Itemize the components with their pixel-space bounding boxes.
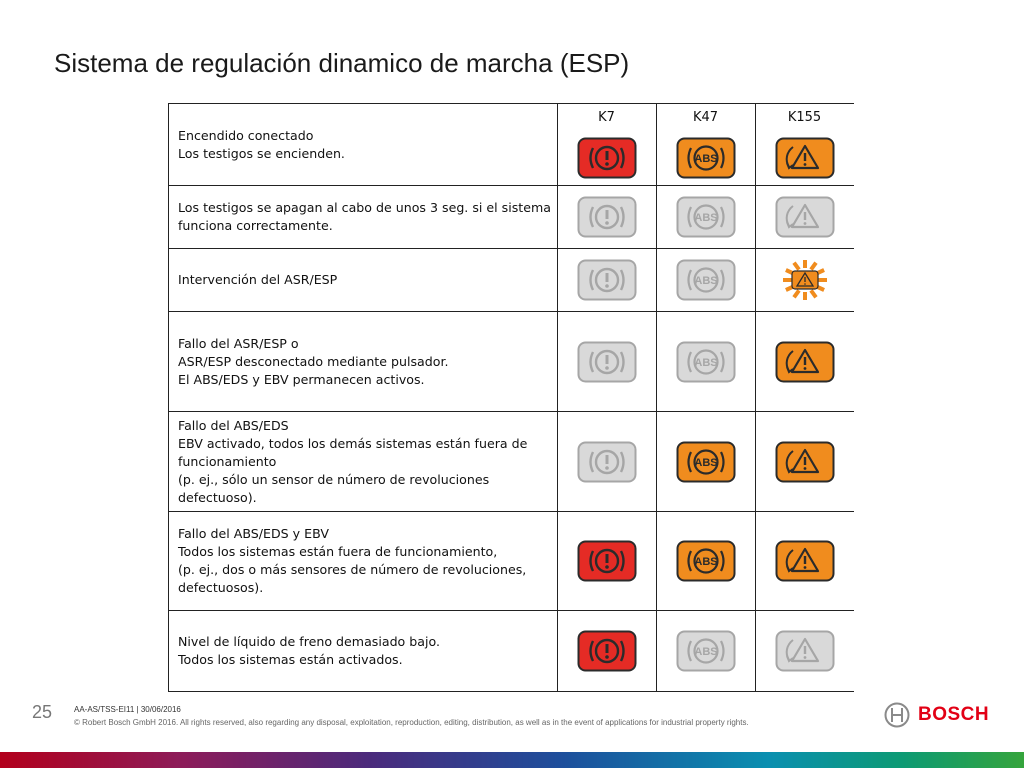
lamp-cell-k7 — [557, 411, 656, 511]
bosch-armature-icon — [884, 702, 910, 728]
table-row — [168, 248, 854, 311]
abs-warning-icon — [676, 630, 736, 672]
lamp-cell-k155 — [755, 311, 854, 411]
description-line: Todos los sistemas están fuera de funcionamiento, — [178, 544, 498, 559]
esp-warning-icon — [775, 137, 835, 179]
esp-warning-icon — [775, 341, 835, 383]
lamp-cell-k7 — [557, 610, 656, 691]
table-row — [168, 185, 854, 248]
lamp-cell-k155 — [755, 610, 854, 691]
lamp-cell-k47 — [656, 411, 755, 511]
table-row — [168, 103, 854, 185]
esp-warning-icon — [775, 441, 835, 483]
brake-warning-icon — [577, 441, 637, 483]
lamp-cell-k47 — [656, 610, 755, 691]
esp-warning-icon — [775, 196, 835, 238]
condition-description — [168, 311, 557, 411]
description-line: funciona correctamente. — [178, 218, 333, 233]
description-line: Los testigos se encienden. — [178, 145, 345, 161]
description-line: Fallo del ASR/ESP o — [178, 335, 299, 351]
lamp-cell-k47 — [656, 103, 755, 185]
lamp-cell-k7 — [557, 248, 656, 311]
description-line: EBV activado, todos los demás sistemas están fuera de — [178, 435, 528, 451]
description-line: Intervención del ASR/ESP — [178, 272, 338, 287]
table-row — [168, 411, 854, 511]
brake-warning-icon — [577, 630, 637, 672]
slide-title: Sistema de regulación dinamico de marcha (ESP) — [54, 48, 630, 78]
description-line: Fallo del ABS/EDS y EBV — [178, 526, 329, 541]
lamp-cell-k155 — [755, 248, 854, 311]
lamp-cell-k47 — [656, 311, 755, 411]
description-line: Encendido conectado — [178, 127, 314, 143]
description-line: defectuoso). — [178, 489, 257, 505]
abs-warning-icon — [676, 441, 736, 483]
svg-text:ABS: ABS — [694, 556, 718, 568]
column-header-k155: K155 — [787, 109, 822, 125]
condition-description — [168, 610, 557, 691]
description-line: Fallo del ABS/EDS — [178, 417, 289, 433]
table-bottom-border — [168, 691, 854, 692]
description-line: Los testigos se apagan al cabo de unos 3 seg. si el sistema — [178, 200, 551, 215]
condition-description — [168, 411, 557, 511]
description-line: (p. ej., dos o más sensores de número de revoluciones, — [178, 562, 527, 577]
lamp-cell-k155 — [755, 103, 854, 185]
abs-warning-icon — [676, 341, 736, 383]
abs-warning-icon — [676, 137, 736, 179]
footer-color-bar — [0, 752, 1024, 768]
lamp-cell-k47 — [656, 185, 755, 248]
page-number: 25 — [32, 702, 53, 722]
lamp-cell-k155 — [755, 511, 854, 610]
warning-lamp-table — [168, 103, 854, 692]
description-line: defectuosos). — [178, 580, 264, 595]
lamp-cell-k7 — [557, 103, 656, 185]
lamp-cell-k47 — [656, 248, 755, 311]
lamp-cell-k155 — [755, 411, 854, 511]
description-line: ASR/ESP desconectado mediante pulsador. — [178, 353, 449, 369]
brand-name: BOSCH — [918, 704, 990, 725]
lamp-cell-k47 — [656, 511, 755, 610]
brake-warning-icon — [577, 540, 637, 582]
abs-warning-icon — [676, 196, 736, 238]
description-line: Todos los sistemas están activados. — [178, 652, 403, 667]
condition-description — [168, 511, 557, 610]
description-line: funcionamiento — [178, 453, 277, 469]
description-line: Nivel de líquido de freno demasiado bajo. — [178, 634, 440, 649]
table-row — [168, 610, 854, 691]
bosch-logo — [884, 702, 989, 728]
svg-text:ABS: ABS — [694, 152, 718, 165]
table-row — [168, 311, 854, 411]
svg-text:ABS: ABS — [694, 456, 718, 469]
brake-warning-icon — [577, 137, 637, 179]
lamp-cell-k155 — [755, 185, 854, 248]
brake-warning-icon — [577, 196, 637, 238]
table-row — [168, 511, 854, 610]
abs-warning-icon — [676, 259, 736, 301]
brake-warning-icon — [577, 259, 637, 301]
lamp-cell-k7 — [557, 511, 656, 610]
copyright-notice: © Robert Bosch GmbH 2016. All rights reserved, also regarding any disposal, exploitation, reproduction, editing, distribution, as well as in the event of applications for industrial property rights. — [74, 718, 749, 727]
condition-description — [168, 248, 557, 311]
abs-warning-icon — [676, 540, 736, 582]
condition-description — [168, 185, 557, 248]
svg-text:ABS: ABS — [694, 275, 718, 287]
brake-warning-icon — [577, 341, 637, 383]
lamp-cell-k7 — [557, 311, 656, 411]
document-reference: AA-AS/TSS-EI11 | 30/06/2016 — [74, 705, 181, 714]
svg-text:ABS: ABS — [694, 646, 718, 658]
svg-text:ABS: ABS — [694, 212, 718, 224]
column-header-k47: K47 — [692, 109, 719, 125]
column-header-k7: K7 — [598, 109, 615, 125]
lamp-cell-k7 — [557, 185, 656, 248]
description-line: (p. ej., sólo un sensor de número de revoluciones — [178, 471, 490, 487]
description-line: El ABS/EDS y EBV permanecen activos. — [178, 371, 425, 387]
condition-description — [168, 103, 557, 185]
svg-text:ABS: ABS — [694, 356, 718, 369]
esp-warning-icon — [775, 630, 835, 672]
esp-warning-icon — [775, 540, 835, 582]
esp-warning-icon — [775, 259, 835, 301]
